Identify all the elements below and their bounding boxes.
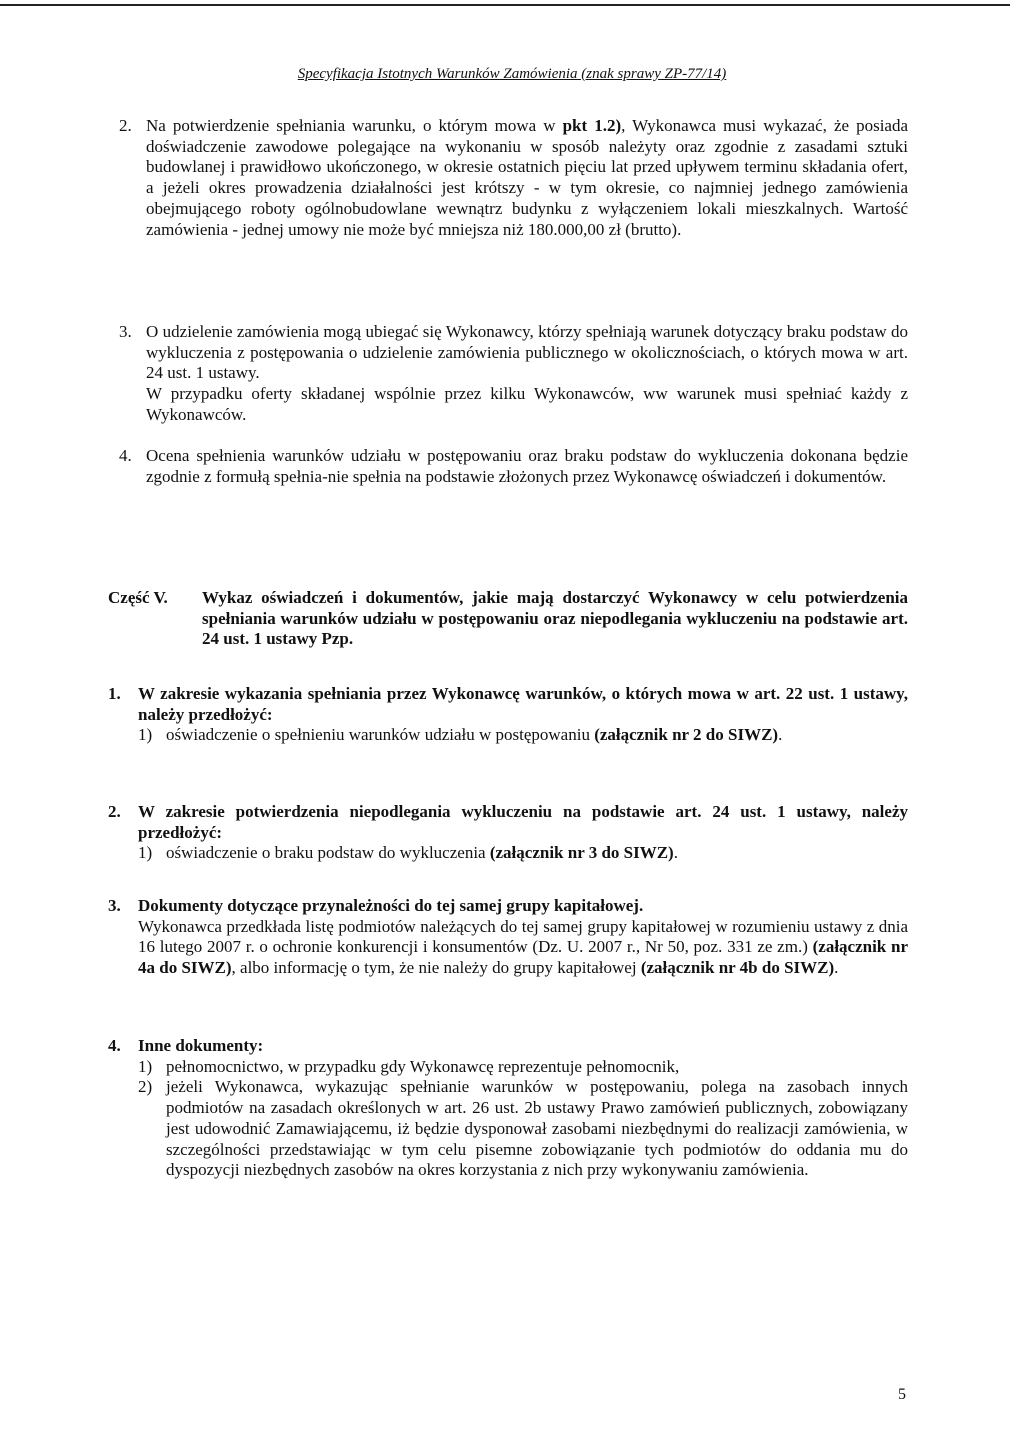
text: . [673,843,678,863]
bold-text: (załącznik nr 4a do SIWZ) [138,937,909,978]
section-number: 4. [119,446,132,465]
bold-text: pkt 1.2) [562,116,622,135]
item-body [138,896,908,979]
item-heading: Dokumenty dotyczące przynależności do tej samej grupy kapitałowej. [138,896,644,915]
text: jeżeli Wykonawca, wykazując spełnianie warunków w postępowaniu, polega na zasobach innych podmiotów na zasadach określonych w art. 26 ust. 2b ustawy Prawo zamówień publicznych, zobowiązany jest udowodnić Zamawiającemu, iż będzie dysponował zasobami niezbędnymi do realizacji zamówienia, w szczególności przedstawiając w tym celu pisemne zobowiązanie tych podmiotów do oddania mu do dyspozycji niezbędnych zasobów na okres korzystania z nich przy wykonywaniu zamówienia. [166,1077,908,1180]
section-number: 2. [119,116,132,135]
text: . [834,958,839,978]
section-body [146,116,908,240]
item-body [138,802,908,864]
text: . [778,725,783,745]
paragraph: W przypadku oferty składanej wspólnie przez kilku Wykonawców, ww warunek musi spełniać każdy z Wykonawców. [146,384,908,424]
text: oświadczenie o spełnieniu warunków udziału w postępowaniu [166,725,590,745]
text: , albo informację o tym, że nie należy do grupy kapitałowej [231,958,637,978]
top-rule [0,4,1010,6]
list-item [138,1077,908,1181]
section-number: 3. [119,322,132,341]
text: , Wykonawca musi wykazać, że posiada doświadczenie zawodowe polegające na wykonaniu w sposób należyty oraz zgodnie z zasadami sztuki budowlanej i prawidłowo ukończonego, w okresie ostatnich pięciu lat przed upływem terminu składania ofert, a jeżeli okres prowadzenia działalności jest krótszy - w tym okresie, co najmniej jednego zamówienia obejmującego roboty ogólnobudowlane wewnątrz budynku z wyłączeniem lokali mieszkalnych. Wartość zamówienia - jednej umowy nie może być mniejsza niż 180.000,00 zł (brutto). [146,116,909,239]
list-number: 2) [138,1077,153,1097]
list-number: 1) [138,843,153,863]
item-number: 4. [108,1036,121,1055]
item-heading: W zakresie potwierdzenia niepodlegania wykluczeniu na podstawie art. 24 ust. 1 ustawy, należy przedłożyć: [138,802,908,842]
page-number: 5 [898,1386,906,1403]
part-label: Część V. [108,588,168,607]
list-number: 1) [138,1056,153,1076]
paragraph [138,917,908,979]
bold-text: (załącznik nr 2 do SIWZ) [594,725,779,745]
list-number: 1) [138,725,153,745]
item-heading: W zakresie wykazania spełniania przez Wykonawcę warunków, o których mowa w art. 22 ust. 1 ustawy, należy przedłożyć: [138,684,908,724]
bold-text: (załącznik nr 4b do SIWZ) [640,958,835,978]
text: Wykonawca przedkłada listę podmiotów należących do tej samej grupy kapitałowej w rozumieniu ustawy z dnia 16 lutego 2007 r. o ochronie konkurencji i konsumentów (Dz. U. 2007 r., Nr 50, poz. 331 ze zm.) [138,916,908,957]
item-number: 2. [108,802,121,821]
section-body [146,322,908,426]
list-item [138,843,908,864]
item-body [138,1036,908,1181]
list-item [138,725,908,746]
paragraph: O udzielenie zamówienia mogą ubiegać się Wykonawcy, którzy spełniają warunek dotyczący braku podstaw do wykluczenia z postępowania o udzielenie zamówienia publicznego w okolicznościach, o których mowa w art. 24 ust. 1 ustawy. [146,322,908,383]
bold-text: (załącznik nr 3 do SIWZ) [489,843,674,863]
section-body [146,446,908,487]
paragraph [146,116,908,240]
item-body [138,684,908,746]
text: oświadczenie o braku podstaw do wykluczenia [166,843,486,863]
paragraph: Ocena spełnienia warunków udziału w postępowaniu oraz braku podstaw do wykluczenia dokonana będzie zgodnie z formułą spełnia-nie spełnia na podstawie złożonych przez Wykonawcę oświadczeń i dokumentów. [146,446,908,486]
item-number: 1. [108,684,121,703]
item-number: 3. [108,896,121,915]
list-item [138,1057,908,1078]
item-heading: Inne dokumenty: [138,1036,264,1055]
page-header: Specyfikacja Istotnych Warunków Zamówienia (znak sprawy ZP-77/14) [297,66,727,82]
part-title: Wykaz oświadczeń i dokumentów, jakie mają dostarczyć Wykonawcy w celu potwierdzenia spełniania warunków udziału w postępowaniu oraz niepodlegania wykluczeniu na podstawie art. 24 ust. 1 ustawy Pzp. [202,588,908,649]
text: pełnomocnictwo, w przypadku gdy Wykonawcę reprezentuje pełnomocnik, [166,1056,680,1076]
text: Na potwierdzenie spełniania warunku, o którym mowa w [146,116,556,135]
